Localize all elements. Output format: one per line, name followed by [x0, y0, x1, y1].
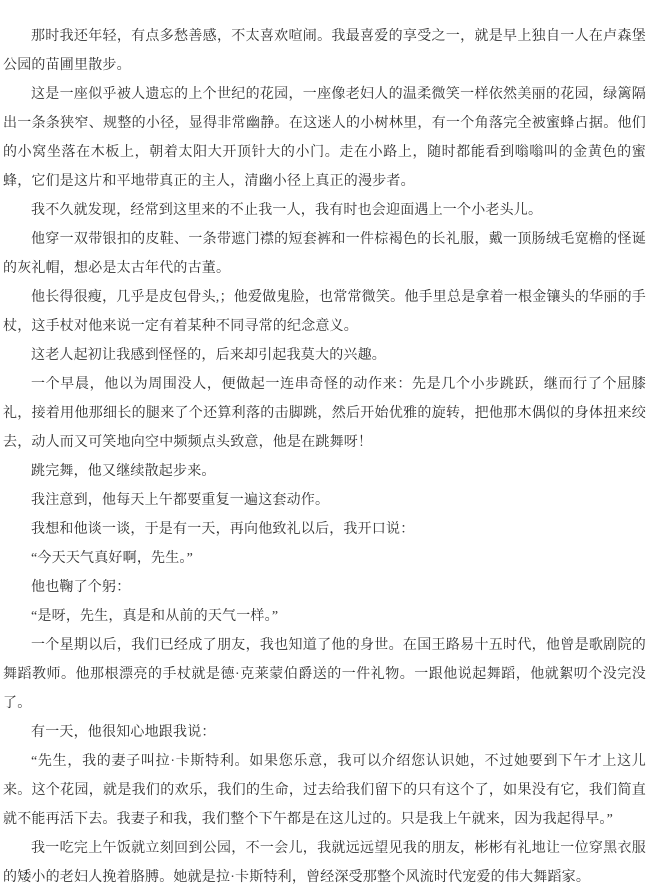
paragraph: 一个早晨，他以为周围没人，便做起一连串奇怪的动作来：先是几个小步跳跃，继而行了个屈膝礼，接着用他那细长的腿来了个还算利落的击脚跳，然后开始优雅的旋转，把他那木偶似的身体扭来绞去，动人而又可笑地向空中频频点头致意，他是在跳舞呀！: [3, 377, 646, 450]
paragraph: 他长得很瘦，几乎是皮包骨头,；他爱做鬼脸，也常常微笑。他手里总是拿着一根金镶头的华丽的手杖，这手杖对他来说一定有着某种不同寻常的纪念意义。: [3, 290, 646, 334]
paragraph: 我注意到，他每天上午都要重复一遍这套动作。: [31, 493, 330, 508]
paragraph-dialogue: “今天天气真好啊，先生。”: [31, 551, 194, 566]
paragraph: 这是一座似乎被人遗忘的上个世纪的花园，一座像老妇人的温柔微笑一样依然美丽的花园，绿篱隔出一条条狭窄、规整的小径，显得非常幽静。在这迷人的小树林里，有一个角落完全被蜜蜂占据。他们的小窝坐落在木板上，朝着太阳大开顶针大的小门。走在小路上，随时都能看到嗡嗡叫的金黄色的蜜蜂，它们是这片和平地带真正的主人，清幽小径上真正的漫步者。: [3, 87, 646, 189]
paragraph-dialogue: “先生，我的妻子叫拉·卡斯特利。如果您乐意，我可以介绍您认识她，不过她要到下午才上这儿来。这个花园，就是我们的欢乐，我们的生命，过去给我们留下的只有这个了，如果没有它，我们简直就不能再活下去。我妻子和我，我们整个下午都是在这儿过的。只是我上午就来，因为我起得早。”: [3, 754, 646, 827]
paragraph: 跳完舞，他又继续散起步来。: [31, 464, 216, 479]
paragraph: 这老人起初让我感到怪怪的，后来却引起我莫大的兴趣。: [31, 348, 386, 363]
paragraph-dialogue: “是呀，先生，真是和从前的天气一样。”: [31, 609, 279, 624]
paragraph: 我不久就发现，经常到这里来的不止我一人，我有时也会迎面遇上一个小老头儿。: [31, 203, 543, 218]
paragraph: 他也鞠了个躬：: [31, 580, 131, 595]
paragraph: 一个星期以后，我们已经成了朋友，我也知道了他的身世。在国王路易十五时代，他曾是歌剧院的舞蹈教师。他那根漂亮的手杖就是德·克莱蒙伯爵送的一件礼物。一跟他说起舞蹈，他就絮叨个没完没了。: [3, 638, 646, 711]
paragraph: 那时我还年轻，有点多愁善感，不太喜欢喧闹。我最喜爱的享受之一，就是早上独自一人在卢森堡公园的苗圃里散步。: [3, 29, 646, 73]
paragraph: 他穿一双带银扣的皮鞋、一条带遮门襟的短套裤和一件棕褐色的长礼服，戴一顶肠绒毛宽檐的怪诞的灰礼帽，想必是太古年代的古董。: [3, 232, 646, 276]
paragraph: 有一天，他很知心地跟我说：: [31, 725, 216, 740]
paragraph: 我想和他谈一谈，于是有一天，再向他致礼以后，我开口说：: [31, 522, 415, 537]
paragraph: 我一吃完上午饭就立刻回到公园，不一会儿，我就远远望见我的朋友，彬彬有礼地让一位穿黑衣服的矮小的老妇人挽着胳膊。她就是拉·卡斯特利，曾经深受那整个风流时代宠爱的伟大舞蹈家。: [3, 841, 646, 885]
